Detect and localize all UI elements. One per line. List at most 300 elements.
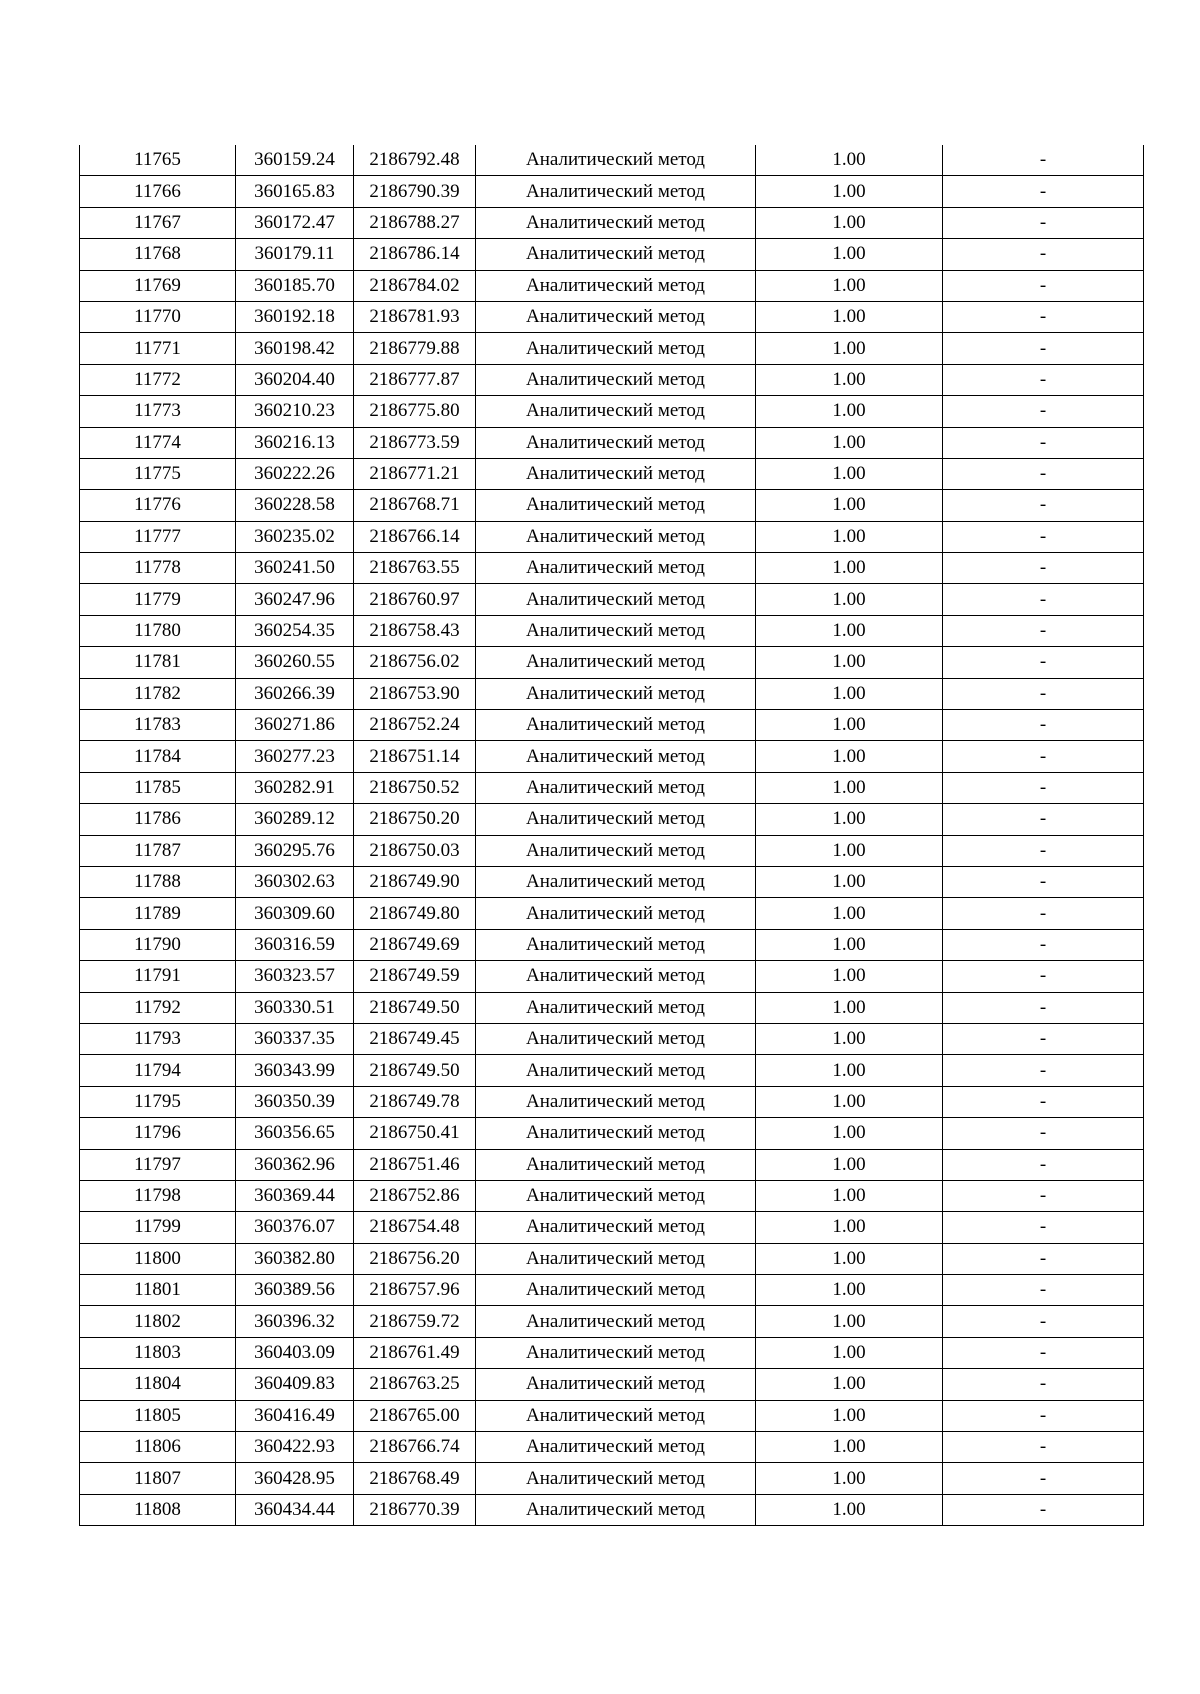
y-coordinate-cell: 2186763.55 [354,553,476,584]
precision-cell: 1.00 [756,710,943,741]
note-cell: - [943,1275,1144,1306]
x-coordinate-cell: 360428.95 [236,1463,354,1494]
point-number-cell: 11806 [80,1432,236,1463]
x-coordinate-cell: 360185.70 [236,270,354,301]
x-coordinate-cell: 360241.50 [236,553,354,584]
table-row [80,741,1144,772]
precision-cell: 1.00 [756,929,943,960]
x-coordinate-cell: 360277.23 [236,741,354,772]
point-number-cell: 11783 [80,710,236,741]
method-cell: Аналитический метод [476,176,756,207]
point-number-cell: 11801 [80,1275,236,1306]
method-cell: Аналитический метод [476,1055,756,1086]
note-cell: - [943,364,1144,395]
y-coordinate-cell: 2186792.48 [354,145,476,176]
x-coordinate-cell: 360235.02 [236,521,354,552]
method-cell: Аналитический метод [476,1494,756,1525]
point-number-cell: 11769 [80,270,236,301]
y-coordinate-cell: 2186777.87 [354,364,476,395]
table-row [80,1086,1144,1117]
table-row [80,553,1144,584]
method-cell: Аналитический метод [476,1337,756,1368]
note-cell: - [943,1306,1144,1337]
method-cell: Аналитический метод [476,804,756,835]
y-coordinate-cell: 2186749.59 [354,961,476,992]
precision-cell: 1.00 [756,1494,943,1525]
precision-cell: 1.00 [756,615,943,646]
point-number-cell: 11782 [80,678,236,709]
table-row [80,1149,1144,1180]
method-cell: Аналитический метод [476,1275,756,1306]
x-coordinate-cell: 360337.35 [236,1023,354,1054]
precision-cell: 1.00 [756,1055,943,1086]
method-cell: Аналитический метод [476,1463,756,1494]
y-coordinate-cell: 2186750.52 [354,772,476,803]
y-coordinate-cell: 2186788.27 [354,207,476,238]
x-coordinate-cell: 360172.47 [236,207,354,238]
table-row [80,396,1144,427]
method-cell: Аналитический метод [476,364,756,395]
method-cell: Аналитический метод [476,710,756,741]
point-number-cell: 11777 [80,521,236,552]
point-number-cell: 11770 [80,301,236,332]
precision-cell: 1.00 [756,270,943,301]
method-cell: Аналитический метод [476,1306,756,1337]
x-coordinate-cell: 360434.44 [236,1494,354,1525]
note-cell: - [943,1400,1144,1431]
y-coordinate-cell: 2186753.90 [354,678,476,709]
table-body [80,145,1144,1526]
point-number-cell: 11784 [80,741,236,772]
method-cell: Аналитический метод [476,992,756,1023]
note-cell: - [943,898,1144,929]
x-coordinate-cell: 360316.59 [236,929,354,960]
method-cell: Аналитический метод [476,678,756,709]
x-coordinate-cell: 360343.99 [236,1055,354,1086]
precision-cell: 1.00 [756,333,943,364]
note-cell: - [943,1180,1144,1211]
precision-cell: 1.00 [756,1400,943,1431]
note-cell: - [943,1149,1144,1180]
point-number-cell: 11773 [80,396,236,427]
note-cell: - [943,1494,1144,1525]
note-cell: - [943,1212,1144,1243]
note-cell: - [943,929,1144,960]
x-coordinate-cell: 360376.07 [236,1212,354,1243]
precision-cell: 1.00 [756,239,943,270]
point-number-cell: 11799 [80,1212,236,1243]
precision-cell: 1.00 [756,145,943,176]
precision-cell: 1.00 [756,1180,943,1211]
point-number-cell: 11804 [80,1369,236,1400]
precision-cell: 1.00 [756,176,943,207]
point-number-cell: 11791 [80,961,236,992]
y-coordinate-cell: 2186786.14 [354,239,476,270]
table-row [80,427,1144,458]
y-coordinate-cell: 2186756.20 [354,1243,476,1274]
point-number-cell: 11786 [80,804,236,835]
note-cell: - [943,1337,1144,1368]
method-cell: Аналитический метод [476,1149,756,1180]
table-row [80,1337,1144,1368]
method-cell: Аналитический метод [476,427,756,458]
method-cell: Аналитический метод [476,647,756,678]
point-number-cell: 11778 [80,553,236,584]
note-cell: - [943,490,1144,521]
x-coordinate-cell: 360295.76 [236,835,354,866]
precision-cell: 1.00 [756,1118,943,1149]
point-number-cell: 11771 [80,333,236,364]
y-coordinate-cell: 2186779.88 [354,333,476,364]
x-coordinate-cell: 360389.56 [236,1275,354,1306]
point-number-cell: 11765 [80,145,236,176]
table-row [80,145,1144,176]
y-coordinate-cell: 2186784.02 [354,270,476,301]
note-cell: - [943,1023,1144,1054]
precision-cell: 1.00 [756,835,943,866]
point-number-cell: 11795 [80,1086,236,1117]
x-coordinate-cell: 360330.51 [236,992,354,1023]
precision-cell: 1.00 [756,1306,943,1337]
y-coordinate-cell: 2186773.59 [354,427,476,458]
x-coordinate-cell: 360289.12 [236,804,354,835]
method-cell: Аналитический метод [476,1369,756,1400]
precision-cell: 1.00 [756,1212,943,1243]
table-row [80,1243,1144,1274]
x-coordinate-cell: 360159.24 [236,145,354,176]
precision-cell: 1.00 [756,741,943,772]
y-coordinate-cell: 2186749.50 [354,1055,476,1086]
coordinates-table [79,145,1144,1526]
note-cell: - [943,1086,1144,1117]
note-cell: - [943,866,1144,897]
precision-cell: 1.00 [756,553,943,584]
method-cell: Аналитический метод [476,239,756,270]
precision-cell: 1.00 [756,458,943,489]
method-cell: Аналитический метод [476,490,756,521]
note-cell: - [943,584,1144,615]
method-cell: Аналитический метод [476,145,756,176]
x-coordinate-cell: 360323.57 [236,961,354,992]
point-number-cell: 11768 [80,239,236,270]
x-coordinate-cell: 360266.39 [236,678,354,709]
y-coordinate-cell: 2186761.49 [354,1337,476,1368]
table-row [80,1023,1144,1054]
y-coordinate-cell: 2186749.80 [354,898,476,929]
table-row [80,992,1144,1023]
table-row [80,1212,1144,1243]
table-row [80,584,1144,615]
y-coordinate-cell: 2186765.00 [354,1400,476,1431]
precision-cell: 1.00 [756,490,943,521]
point-number-cell: 11788 [80,866,236,897]
point-number-cell: 11789 [80,898,236,929]
y-coordinate-cell: 2186751.14 [354,741,476,772]
method-cell: Аналитический метод [476,772,756,803]
note-cell: - [943,961,1144,992]
method-cell: Аналитический метод [476,1243,756,1274]
note-cell: - [943,553,1144,584]
y-coordinate-cell: 2186760.97 [354,584,476,615]
point-number-cell: 11807 [80,1463,236,1494]
x-coordinate-cell: 360192.18 [236,301,354,332]
note-cell: - [943,647,1144,678]
note-cell: - [943,992,1144,1023]
point-number-cell: 11776 [80,490,236,521]
method-cell: Аналитический метод [476,553,756,584]
table-row [80,176,1144,207]
point-number-cell: 11805 [80,1400,236,1431]
method-cell: Аналитический метод [476,521,756,552]
precision-cell: 1.00 [756,396,943,427]
precision-cell: 1.00 [756,1149,943,1180]
y-coordinate-cell: 2186781.93 [354,301,476,332]
note-cell: - [943,396,1144,427]
precision-cell: 1.00 [756,992,943,1023]
precision-cell: 1.00 [756,1243,943,1274]
precision-cell: 1.00 [756,772,943,803]
point-number-cell: 11792 [80,992,236,1023]
table-row [80,239,1144,270]
x-coordinate-cell: 360210.23 [236,396,354,427]
precision-cell: 1.00 [756,1275,943,1306]
x-coordinate-cell: 360198.42 [236,333,354,364]
precision-cell: 1.00 [756,1086,943,1117]
note-cell: - [943,333,1144,364]
point-number-cell: 11775 [80,458,236,489]
table-row [80,1369,1144,1400]
point-number-cell: 11808 [80,1494,236,1525]
x-coordinate-cell: 360260.55 [236,647,354,678]
table-row [80,1400,1144,1431]
table-row [80,1275,1144,1306]
y-coordinate-cell: 2186790.39 [354,176,476,207]
y-coordinate-cell: 2186759.72 [354,1306,476,1337]
point-number-cell: 11798 [80,1180,236,1211]
note-cell: - [943,458,1144,489]
method-cell: Аналитический метод [476,1400,756,1431]
table-row [80,898,1144,929]
table-row [80,270,1144,301]
note-cell: - [943,145,1144,176]
y-coordinate-cell: 2186749.78 [354,1086,476,1117]
x-coordinate-cell: 360396.32 [236,1306,354,1337]
method-cell: Аналитический метод [476,1180,756,1211]
point-number-cell: 11800 [80,1243,236,1274]
method-cell: Аналитический метод [476,458,756,489]
y-coordinate-cell: 2186757.96 [354,1275,476,1306]
x-coordinate-cell: 360422.93 [236,1432,354,1463]
y-coordinate-cell: 2186749.50 [354,992,476,1023]
x-coordinate-cell: 360254.35 [236,615,354,646]
note-cell: - [943,741,1144,772]
y-coordinate-cell: 2186750.20 [354,804,476,835]
point-number-cell: 11794 [80,1055,236,1086]
method-cell: Аналитический метод [476,835,756,866]
precision-cell: 1.00 [756,647,943,678]
point-number-cell: 11790 [80,929,236,960]
note-cell: - [943,1369,1144,1400]
method-cell: Аналитический метод [476,584,756,615]
table-row [80,458,1144,489]
x-coordinate-cell: 360222.26 [236,458,354,489]
table-row [80,615,1144,646]
method-cell: Аналитический метод [476,1118,756,1149]
x-coordinate-cell: 360403.09 [236,1337,354,1368]
x-coordinate-cell: 360216.13 [236,427,354,458]
note-cell: - [943,521,1144,552]
precision-cell: 1.00 [756,1432,943,1463]
table-row [80,647,1144,678]
precision-cell: 1.00 [756,521,943,552]
note-cell: - [943,772,1144,803]
note-cell: - [943,1432,1144,1463]
x-coordinate-cell: 360247.96 [236,584,354,615]
precision-cell: 1.00 [756,584,943,615]
y-coordinate-cell: 2186750.03 [354,835,476,866]
precision-cell: 1.00 [756,1369,943,1400]
note-cell: - [943,710,1144,741]
y-coordinate-cell: 2186768.49 [354,1463,476,1494]
x-coordinate-cell: 360302.63 [236,866,354,897]
point-number-cell: 11803 [80,1337,236,1368]
precision-cell: 1.00 [756,301,943,332]
table-row [80,866,1144,897]
table-row [80,772,1144,803]
precision-cell: 1.00 [756,804,943,835]
precision-cell: 1.00 [756,1463,943,1494]
precision-cell: 1.00 [756,1337,943,1368]
note-cell: - [943,1243,1144,1274]
y-coordinate-cell: 2186756.02 [354,647,476,678]
method-cell: Аналитический метод [476,898,756,929]
y-coordinate-cell: 2186754.48 [354,1212,476,1243]
method-cell: Аналитический метод [476,1023,756,1054]
point-number-cell: 11780 [80,615,236,646]
table-row [80,961,1144,992]
table-row [80,333,1144,364]
point-number-cell: 11781 [80,647,236,678]
x-coordinate-cell: 360362.96 [236,1149,354,1180]
method-cell: Аналитический метод [476,207,756,238]
point-number-cell: 11797 [80,1149,236,1180]
table-row [80,1494,1144,1525]
note-cell: - [943,678,1144,709]
note-cell: - [943,1463,1144,1494]
table-row [80,490,1144,521]
x-coordinate-cell: 360382.80 [236,1243,354,1274]
table-row [80,835,1144,866]
method-cell: Аналитический метод [476,961,756,992]
point-number-cell: 11767 [80,207,236,238]
table-row [80,364,1144,395]
note-cell: - [943,615,1144,646]
note-cell: - [943,1118,1144,1149]
x-coordinate-cell: 360228.58 [236,490,354,521]
y-coordinate-cell: 2186763.25 [354,1369,476,1400]
note-cell: - [943,1055,1144,1086]
x-coordinate-cell: 360271.86 [236,710,354,741]
note-cell: - [943,835,1144,866]
precision-cell: 1.00 [756,678,943,709]
point-number-cell: 11772 [80,364,236,395]
method-cell: Аналитический метод [476,866,756,897]
x-coordinate-cell: 360416.49 [236,1400,354,1431]
method-cell: Аналитический метод [476,929,756,960]
method-cell: Аналитический метод [476,301,756,332]
table-row [80,678,1144,709]
x-coordinate-cell: 360369.44 [236,1180,354,1211]
y-coordinate-cell: 2186766.14 [354,521,476,552]
y-coordinate-cell: 2186752.24 [354,710,476,741]
y-coordinate-cell: 2186749.45 [354,1023,476,1054]
note-cell: - [943,270,1144,301]
point-number-cell: 11802 [80,1306,236,1337]
y-coordinate-cell: 2186749.69 [354,929,476,960]
method-cell: Аналитический метод [476,333,756,364]
table-row [80,1463,1144,1494]
x-coordinate-cell: 360282.91 [236,772,354,803]
table-row [80,929,1144,960]
precision-cell: 1.00 [756,866,943,897]
method-cell: Аналитический метод [476,270,756,301]
method-cell: Аналитический метод [476,741,756,772]
y-coordinate-cell: 2186775.80 [354,396,476,427]
precision-cell: 1.00 [756,1023,943,1054]
table-row [80,521,1144,552]
table-row [80,804,1144,835]
x-coordinate-cell: 360356.65 [236,1118,354,1149]
y-coordinate-cell: 2186758.43 [354,615,476,646]
note-cell: - [943,176,1144,207]
table-row [80,1306,1144,1337]
y-coordinate-cell: 2186749.90 [354,866,476,897]
y-coordinate-cell: 2186751.46 [354,1149,476,1180]
precision-cell: 1.00 [756,364,943,395]
point-number-cell: 11796 [80,1118,236,1149]
table-row [80,710,1144,741]
point-number-cell: 11774 [80,427,236,458]
method-cell: Аналитический метод [476,615,756,646]
table-row [80,207,1144,238]
x-coordinate-cell: 360204.40 [236,364,354,395]
y-coordinate-cell: 2186766.74 [354,1432,476,1463]
method-cell: Аналитический метод [476,396,756,427]
x-coordinate-cell: 360179.11 [236,239,354,270]
method-cell: Аналитический метод [476,1432,756,1463]
precision-cell: 1.00 [756,207,943,238]
note-cell: - [943,239,1144,270]
point-number-cell: 11787 [80,835,236,866]
table-row [80,301,1144,332]
y-coordinate-cell: 2186770.39 [354,1494,476,1525]
table-row [80,1118,1144,1149]
x-coordinate-cell: 360350.39 [236,1086,354,1117]
x-coordinate-cell: 360409.83 [236,1369,354,1400]
point-number-cell: 11779 [80,584,236,615]
note-cell: - [943,804,1144,835]
point-number-cell: 11785 [80,772,236,803]
table-row [80,1432,1144,1463]
method-cell: Аналитический метод [476,1086,756,1117]
precision-cell: 1.00 [756,898,943,929]
note-cell: - [943,301,1144,332]
y-coordinate-cell: 2186768.71 [354,490,476,521]
table-row [80,1180,1144,1211]
x-coordinate-cell: 360309.60 [236,898,354,929]
y-coordinate-cell: 2186752.86 [354,1180,476,1211]
point-number-cell: 11793 [80,1023,236,1054]
